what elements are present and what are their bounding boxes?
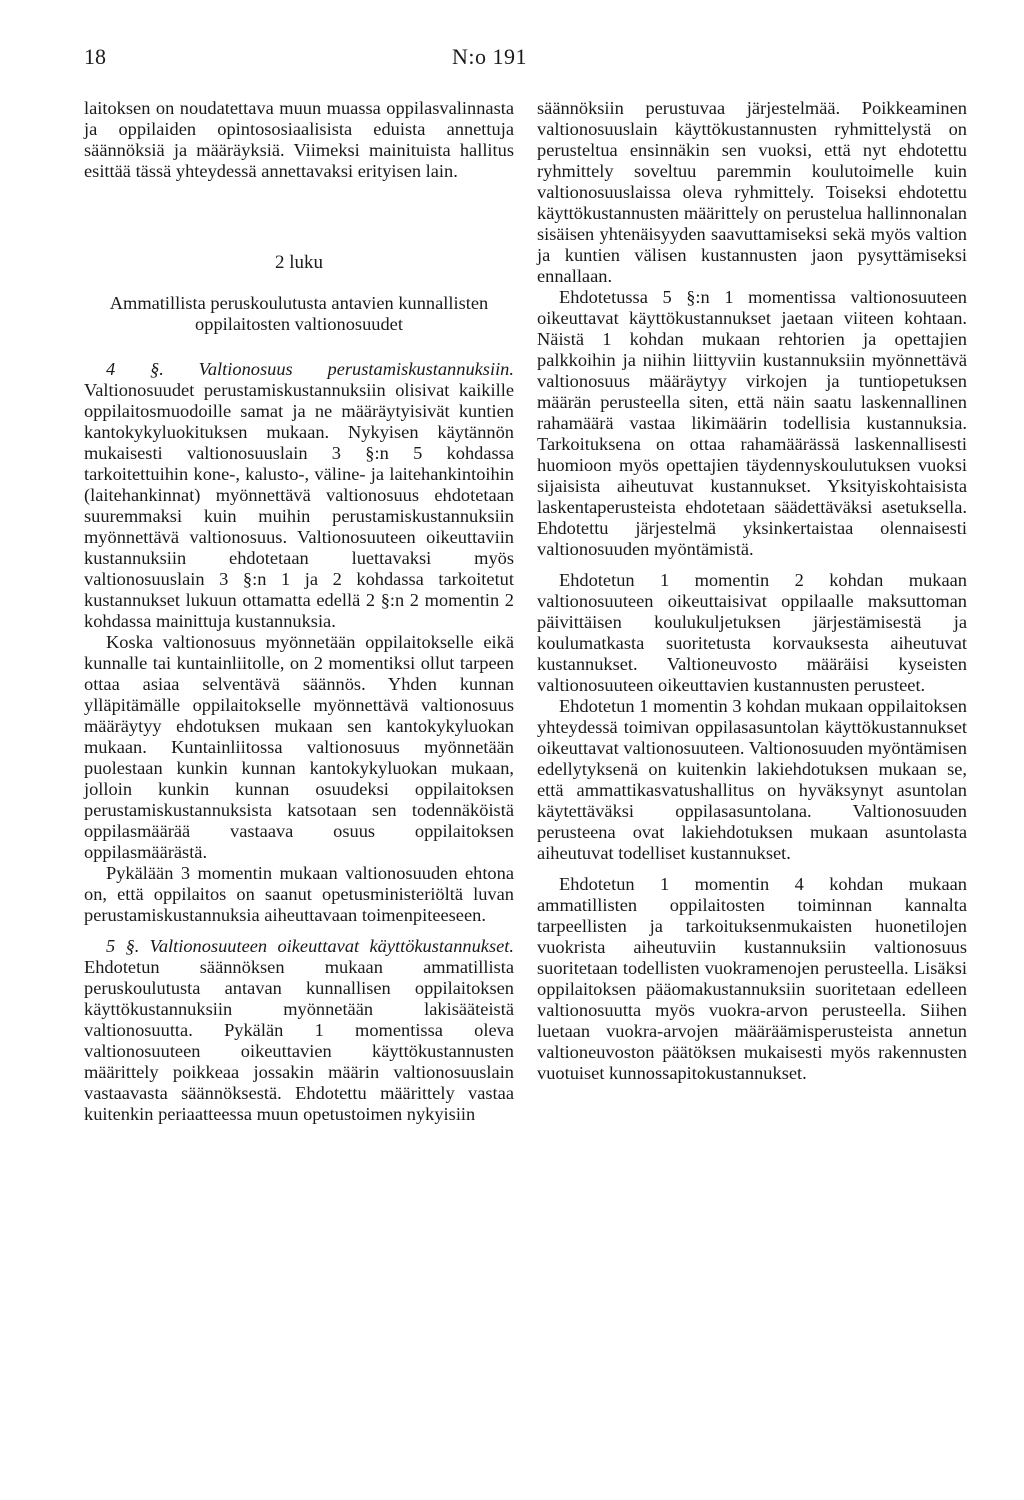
section-4-body: Valtionosuudet perustamiskustannuksiin olisivat kaikille oppilaitosmuodoille samat ja ne määräytyisivät kuntien kantokykyluokituksen mukaan. Nykyisen käytännön mukaisesti valtionosuuslain 3 §:n 5 kohdassa tarkoitettuihin kone-, kalusto-, väline- ja laitehankintoihin (laitehankinnat) myönnettävä valtionosuus ehdotetaan suuremmaksi kuin muihin perustamiskustannuksiin myönnettävä valtionosuus. Valtionosuuteen oikeuttaviin kustannuksiin ehdotetaan luettavaksi myös valtionosuuslain 3 §:n 1 ja 2 kohdassa tarkoitetut kustannukset lukuun ottamatta edellä 2 §:n 2 momentin 2 kohdassa mainittuja kustannuksia. (84, 380, 514, 631)
section-4-title: Valtionosuus perustamiskustannuksiin. (198, 359, 514, 379)
chapter-number: 2 luku (274, 252, 324, 273)
paragraph: säännöksiin perustuvaa järjestelmää. Poikkeaminen valtionosuuslain käyttökustannusten ryhmittelystä on perusteltua ensinnäkin sen vuoksi, että nyt ehdotettu ryhmittely soveltuu paremmin koulutoimelle kuin valtionosuuslaissa oleva ryhmittely. Toiseksi ehdotettu käyttökustannusten määrittely on perustelua hallinnonalan sisäisen yhtenäisyyden saavuttamiseksi sekä myös valtion ja kuntien välisen kustannusten jaon pysyttämiseksi ennallaan. (537, 98, 967, 286)
left-column (84, 98, 514, 1125)
section-5-label: 5 §. (106, 936, 140, 956)
section-5-body: Ehdotetun säännöksen mukaan ammatillista peruskoulutusta antavan kunnallisen oppilaitoksen käyttökustannuksiin myönnetään lakisääteistä valtionosuutta. Pykälän 1 momentissa oleva valtionosuuteen oikeuttavien käyttökustannusten määrittely poikkeaa jossakin määrin valtionosuuslain vastaavasta säännöksestä. Ehdotettu määrittely vastaa kuitenkin periaatteessa muun opetustoimen nykyisiin (84, 957, 514, 1124)
paragraph: Ehdotetussa 5 §:n 1 momentissa valtionosuuteen oikeuttavat käyttökustannukset jaetaan viiteen kohtaan. Näistä 1 kohdan mukaan rehtorien ja opettajien palkkoihin ja niihin liittyviin kustannuksiin myönnettävä valtionosuus määräytyy virkojen ja tuntiopetuksen määrän perusteella siten, että näin saatu laskennallinen rahamäärä vastaa likimäärin todellisia kustannuksia. Tarkoituksena on ottaa rahamäärässä laskennallisesti huomioon myös opettajien täydennyskoulutuksen vuoksi sijaisista aiheutuvat kustannukset. Yksityiskohtaisista laskentaperusteista ehdotetaan säädettäväksi asetuksella. Ehdotettu järjestelmä yksinkertaistaa olennaisesti valtionosuuden myöntämistä. (537, 287, 967, 559)
paragraph: Koska valtionosuus myönnetään oppilaitokselle eikä kunnalle tai kuntainliitolle, on 2 momentiksi ollut tarpeen ottaa asiaa selventävä säännös. Yhden kunnan ylläpitämälle oppilaitokselle myönnettävä valtionosuus määräytyy ehdotuksen mukaan sen kantokykyluokan mukaan. Kuntainliitossa valtionosuus myönnetään puolestaan kunkin kunnan kantokykyluokan mukaan, jolloin kunkin kunnan osuudeksi oppilaitoksen perustamiskustannuksista katsotaan sen todennäköistä oppilasmäärää vastaava osuus oppilaitoksen oppilasmäärästä. (84, 632, 514, 862)
section-5-title: Valtionosuuteen oikeuttavat käyttökustannukset. (149, 936, 514, 956)
page-header (0, 44, 1024, 74)
paragraph: laitoksen on noudatettava muun muassa oppilasvalinnasta ja oppilaiden opintososiaalisista eduista annettuja säännöksiä ja määräyksiä. Viimeksi mainituista hallitus esittää tässä yhteydessä annettavaksi erityisen lain. (84, 98, 514, 181)
right-column (537, 98, 967, 1084)
section-4-label: 4 §. (106, 359, 164, 379)
page-number: 18 (84, 44, 106, 69)
document-number: N:o 191 (452, 44, 527, 69)
paragraph: Pykälään 3 momentin mukaan valtionosuuden ehtona on, että oppilaitos on saanut opetusministeriöltä luvan perustamiskustannuksia aiheuttavaan toimenpiteeseen. (84, 863, 514, 925)
paragraph: Ehdotetun 1 momentin 4 kohdan mukaan ammatillisten oppilaitosten toiminnan kannalta tarpeellisten ja tarkoituksenmukaisten huonetilojen vuokrista aiheutuviin kustannuksiin valtionosuus suoritetaan todellisten vuokramenojen perusteella. Lisäksi oppilaitoksen pääomakustannuksiin suoritetaan edelleen valtionosuutta myös vuokra-arvon perusteella. Siihen luetaan vuokra-arvojen määräämisperusteista annetun valtioneuvoston päätöksen mukaisesti myös rakennusten vuotuiset kunnossapitokustannukset. (537, 874, 967, 1083)
section-5 (84, 936, 514, 1125)
paragraph: Ehdotetun 1 momentin 3 kohdan mukaan oppilaitoksen yhteydessä toimivan oppilasasuntolan käyttökustannukset oikeuttavat valtionosuuteen. Valtionosuuden myöntämisen edellytyksenä on kuitenkin lakiehdotuksen mukaan se, että ammattikasvatushallitus on hyväksynyt asuntolan käytettäväksi oppilasasuntolana. Valtionosuuden perusteena ovat lakiehdotuksen mukaan asuntolasta aiheutuvat todelliset kustannukset. (537, 696, 967, 863)
section-4 (84, 359, 514, 632)
chapter-title: Ammatillista peruskoulutusta antavien kunnallisten oppilaitosten valtionosuudet (109, 293, 489, 334)
paragraph: Ehdotetun 1 momentin 2 kohdan mukaan valtionosuuteen oikeuttaisivat oppilaalle maksuttoman päivittäisen koulukuljetuksen järjestämisestä ja koulumatkasta suoritetusta korvauksesta aiheutuvat kustannukset. Valtioneuvosto määräisi kyseisten valtionosuuteen oikeuttavien kustannusten perusteet. (537, 570, 967, 695)
